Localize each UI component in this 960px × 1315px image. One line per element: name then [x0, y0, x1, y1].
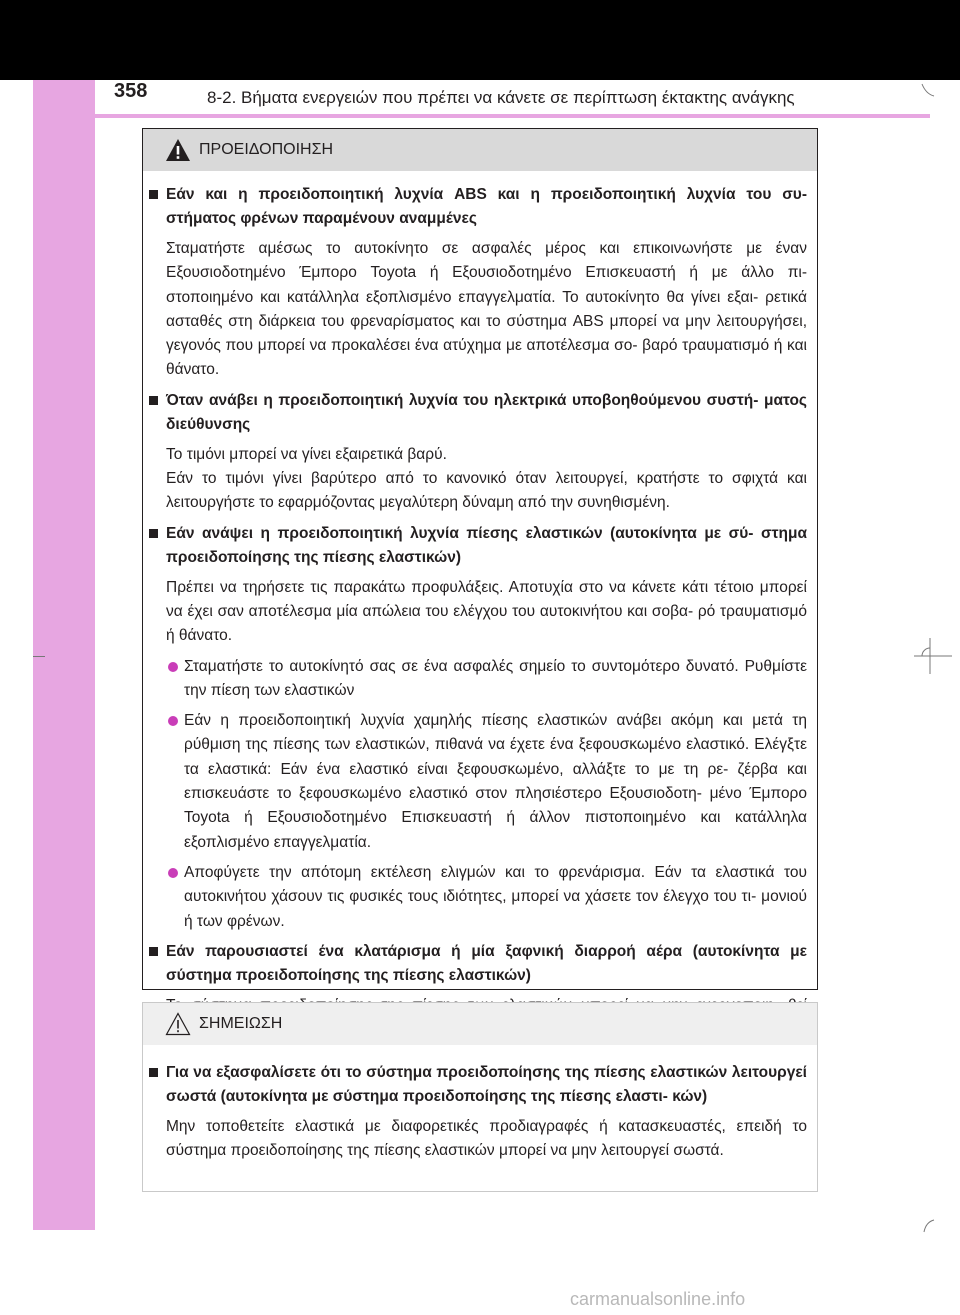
note-box [142, 1002, 818, 1192]
round-bullet-icon [168, 716, 178, 726]
square-bullet-icon [149, 529, 158, 538]
section-heading: Εάν ανάψει η προειδοποιητική λυχνία πίεσης ελαστικών (αυτοκίνητα με σύ- στημα προειδοποίησης της πίεσης ελαστικών) [149, 522, 807, 570]
round-bullet-icon [168, 868, 178, 878]
page-number: 358 [114, 80, 148, 102]
list-item: Αποφύγετε την απότομη εκτέλεση ελιγμών και το φρενάρισμα. Εάν τα ελαστικά του αυτοκινήτου χάσουν τις φυσικές τους ιδιότητες, μπορεί να χάσετε τον έλεγχο του τι- μονιού ή των φρένων. [149, 861, 807, 934]
crop-mark-top-right [918, 82, 938, 98]
page-section-title: 8-2. Βήματα ενεργειών που πρέπει να κάνετε σε περίπτωση έκτακτης ανάγκης [207, 88, 795, 107]
warning-section [149, 522, 807, 934]
section-heading: Εάν παρουσιαστεί ένα κλατάρισμα ή μία ξαφνική διαρροή αέρα (αυτοκίνητα με σύστημα προειδοποίησης της πίεσης ελαστικών) [149, 940, 807, 988]
warning-box-label: ΠΡΟΕΙΔΟΠΟΙΗΣΗ [199, 141, 334, 158]
caution-triangle-icon [165, 1012, 191, 1036]
square-bullet-icon [149, 396, 158, 405]
section-heading: Εάν και η προειδοποιητική λυχνία ABS και η προειδοποιητική λυχνία του συ- στήματος φρένων παραμένουν αναμμένες [149, 183, 807, 231]
warning-section [149, 183, 807, 383]
square-bullet-icon [149, 190, 158, 199]
warning-triangle-icon [165, 138, 191, 162]
list-item: Σταματήστε το αυτοκίνητό σας σε ένα ασφαλές σημείο το συντομότερο δυνατό. Ρυθμίστε την πίεση των ελαστικών [149, 655, 807, 704]
crop-mark-bottom-right [918, 1218, 938, 1234]
registration-mark-right [912, 638, 952, 674]
warning-box-content [143, 179, 817, 1048]
square-bullet-icon [149, 1068, 158, 1077]
header-rule [95, 114, 930, 118]
paragraph: Πρέπει να τηρήσετε τις παρακάτω προφυλάξεις. Αποτυχία στο να κάνετε κάτι τέτοιο μπορεί να έχει σαν αποτέλεσμα μία απώλεια του ελέγχου του αυτοκινήτου και σοβα- ρό τραυματισμό ή θάνατο. [166, 578, 807, 645]
crop-mark-left [33, 656, 45, 657]
paragraph: Σταματήστε αμέσως το αυτοκίνητο σε ασφαλές μέρος και επικοινωνήστε με έναν Εξουσιοδοτημένο Έμπορο Toyota ή Εξουσιοδοτημένο Επισκευαστή ή με άλλο πι- στοποιημένο και κατάλληλα εξοπλισμένο επαγγελματία. Το αυτοκίνητο θα γίνει εξαι- ρετικά ασταθές στη διάρκεια του φρεναρίσματος και το σύστημα ABS μπορεί να μην λειτουργήσει, γεγονός που μπορεί να προκαλέσει ένα ατύχημα με αποτέλεσμα σο- βαρό τραυματισμό ή και θάνατο. [166, 240, 807, 379]
watermark: carmanualsonline.info [570, 1289, 746, 1309]
note-section [149, 1061, 807, 1164]
warning-section [149, 389, 807, 516]
note-box-content [143, 1057, 817, 1170]
warning-box-header [143, 129, 817, 171]
section-side-tab [33, 80, 95, 1230]
warning-box [142, 128, 818, 990]
paragraph: Εάν το τιμόνι γίνει βαρύτερο από το κανονικό όταν λειτουργεί, κρατήστε το σφιχτά και λειτουργήστε το εφαρμόζοντας μεγαλύτερη δύναμη από την συνηθισμένη. [166, 470, 807, 512]
note-box-header [143, 1003, 817, 1045]
note-box-label: ΣΗΜΕΙΩΣΗ [199, 1015, 283, 1032]
top-black-bar [0, 0, 960, 80]
paragraph: Το τιμόνι μπορεί να γίνει εξαιρετικά βαρύ. [166, 445, 447, 463]
section-heading: Όταν ανάβει η προειδοποιητική λυχνία του ηλεκτρικά υποβοηθούμενου συστή- ματος διεύθυνσης [149, 389, 807, 437]
paragraph: Μην τοποθετείτε ελαστικά με διαφορετικές προδιαγραφές ή κατασκευαστές, επειδή το σύστημα προειδοποίησης της πίεσης ελαστικών μπορεί να μην λειτουργεί σωστά. [166, 1118, 807, 1160]
square-bullet-icon [149, 947, 158, 956]
list-item: Εάν η προειδοποιητική λυχνία χαμηλής πίεσης ελαστικών ανάβει ακόμη και μετά τη ρύθμιση της πίεσης των ελαστικών, πιθανά να έχετε ένα ξεφουσκωμένο ελαστικό. Ελέγξτε τα ελαστικά: Εάν ένα ελαστικό είναι ξεφουσκωμένο, αλλάξτε το με τη ρε- ζέρβα και επισκευάστε το ξεφουσκωμένο ελαστικό στον πλησιέστερο Εξουσιοδοτη- μένο Έμπορο Toyota ή Εξουσιοδοτημένο Επισκευαστή ή άλλον πιστοποιημένο και κατάλληλα εξοπλισμένο επαγγελματία. [149, 709, 807, 855]
section-heading: Για να εξασφαλίσετε ότι το σύστημα προειδοποίησης της πίεσης ελαστικών λειτουργεί σωστά (αυτοκίνητα με σύστημα προειδοποίησης της πίεσης ελαστι- κών) [149, 1061, 807, 1109]
round-bullet-icon [168, 662, 178, 672]
